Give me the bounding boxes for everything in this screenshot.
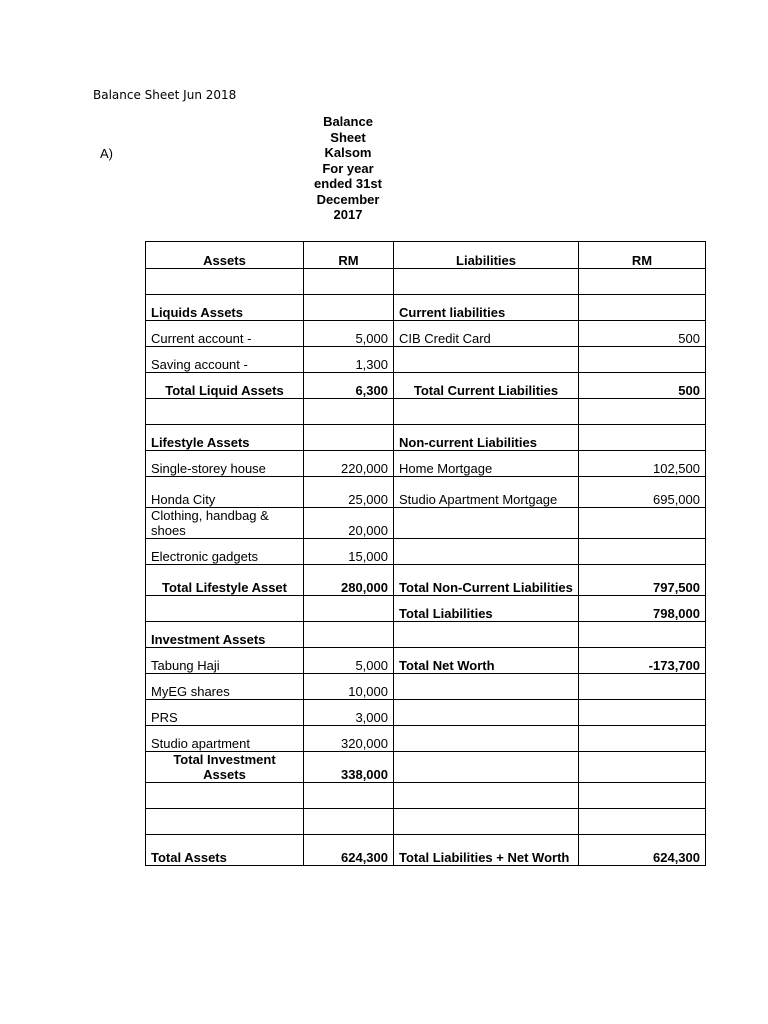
- table-row: [146, 321, 706, 347]
- liability-cell: [394, 399, 579, 425]
- asset-amount: 6,300: [304, 373, 394, 399]
- asset-cell: PRS: [146, 700, 304, 726]
- asset-amount: [304, 399, 394, 425]
- header-rm-assets: RM: [304, 242, 394, 269]
- asset-amount: [304, 269, 394, 295]
- title-line: ended 31st: [314, 176, 382, 191]
- liability-amount: 500: [579, 373, 706, 399]
- table-row: [146, 477, 706, 508]
- sheet-title: [303, 114, 393, 223]
- asset-amount: 15,000: [304, 539, 394, 565]
- asset-cell: Tabung Haji: [146, 648, 304, 674]
- asset-amount: 338,000: [304, 752, 394, 783]
- asset-amount: 320,000: [304, 726, 394, 752]
- asset-amount: 1,300: [304, 347, 394, 373]
- asset-cell: MyEG shares: [146, 674, 304, 700]
- liability-amount: [579, 347, 706, 373]
- asset-cell: Total Investment Assets: [146, 752, 304, 783]
- asset-amount: [304, 295, 394, 321]
- liability-amount: 797,500: [579, 565, 706, 596]
- table-row: [146, 835, 706, 866]
- liability-cell: [394, 539, 579, 565]
- liability-cell: [394, 752, 579, 783]
- title-line: Balance: [323, 114, 373, 129]
- asset-amount: [304, 596, 394, 622]
- liability-cell: Non-current Liabilities: [394, 425, 579, 451]
- liability-amount: [579, 700, 706, 726]
- liability-cell: [394, 783, 579, 809]
- asset-amount: 5,000: [304, 648, 394, 674]
- liability-cell: Studio Apartment Mortgage: [394, 477, 579, 508]
- asset-amount: [304, 809, 394, 835]
- section-label: A): [100, 146, 113, 161]
- title-line: 2017: [333, 207, 363, 222]
- table-row: [146, 373, 706, 399]
- asset-cell: [146, 596, 304, 622]
- table-row: [146, 295, 706, 321]
- title-line: Kalsom: [324, 145, 372, 160]
- table-row: [146, 622, 706, 648]
- liability-cell: [394, 269, 579, 295]
- asset-amount: [304, 622, 394, 648]
- liability-amount: [579, 809, 706, 835]
- asset-amount: 220,000: [304, 451, 394, 477]
- asset-amount: 5,000: [304, 321, 394, 347]
- asset-cell: Investment Assets: [146, 622, 304, 648]
- table-row: [146, 596, 706, 622]
- table-row: [146, 269, 706, 295]
- table-row: [146, 347, 706, 373]
- asset-cell: Lifestyle Assets: [146, 425, 304, 451]
- liability-amount: [579, 622, 706, 648]
- table-row: [146, 451, 706, 477]
- balance-sheet-table: [145, 241, 706, 866]
- liability-cell: [394, 700, 579, 726]
- asset-cell: [146, 269, 304, 295]
- header-row: [146, 242, 706, 269]
- asset-amount: 20,000: [304, 508, 394, 539]
- liability-amount: [579, 425, 706, 451]
- table-row: [146, 648, 706, 674]
- asset-amount: 3,000: [304, 700, 394, 726]
- asset-amount: 624,300: [304, 835, 394, 866]
- liability-amount: 695,000: [579, 477, 706, 508]
- liability-cell: Total Net Worth: [394, 648, 579, 674]
- liability-cell: Home Mortgage: [394, 451, 579, 477]
- table-row: [146, 425, 706, 451]
- liability-amount: 102,500: [579, 451, 706, 477]
- title-line: December: [316, 191, 380, 207]
- liability-amount: 798,000: [579, 596, 706, 622]
- asset-cell: Total Lifestyle Asset: [146, 565, 304, 596]
- asset-amount: [304, 425, 394, 451]
- table-row: [146, 783, 706, 809]
- liability-cell: Total Liabilities + Net Worth: [394, 835, 579, 866]
- asset-cell: Current account -: [146, 321, 304, 347]
- liability-cell: [394, 726, 579, 752]
- liability-amount: [579, 539, 706, 565]
- table-row: [146, 565, 706, 596]
- liability-amount: [579, 269, 706, 295]
- liability-amount: [579, 399, 706, 425]
- table-row: [146, 726, 706, 752]
- table-row: [146, 508, 706, 539]
- liability-cell: CIB Credit Card: [394, 321, 579, 347]
- header-liabilities: Liabilities: [394, 242, 579, 269]
- document-heading: Balance Sheet Jun 2018: [93, 88, 237, 102]
- liability-cell: Total Non-Current Liabilities: [394, 565, 579, 596]
- asset-amount: [304, 783, 394, 809]
- asset-cell: [146, 783, 304, 809]
- header-assets: Assets: [146, 242, 304, 269]
- asset-cell: Honda City: [146, 477, 304, 508]
- asset-cell: Clothing, handbag & shoes: [146, 508, 304, 539]
- liability-cell: [394, 674, 579, 700]
- liability-cell: [394, 809, 579, 835]
- asset-cell: Total Liquid Assets: [146, 373, 304, 399]
- liability-amount: -173,700: [579, 648, 706, 674]
- title-line: Sheet: [330, 129, 366, 145]
- asset-cell: [146, 809, 304, 835]
- asset-cell: Saving account -: [146, 347, 304, 373]
- asset-amount: 10,000: [304, 674, 394, 700]
- liability-cell: Total Current Liabilities: [394, 373, 579, 399]
- liability-cell: Current liabilities: [394, 295, 579, 321]
- asset-cell: Total Assets: [146, 835, 304, 866]
- header-rm-liabilities: RM: [579, 242, 706, 269]
- table-row: [146, 674, 706, 700]
- liability-amount: [579, 752, 706, 783]
- asset-cell: Studio apartment: [146, 726, 304, 752]
- liability-cell: Total Liabilities: [394, 596, 579, 622]
- table-row: [146, 539, 706, 565]
- asset-cell: Liquids Assets: [146, 295, 304, 321]
- table-row: [146, 809, 706, 835]
- asset-cell: Electronic gadgets: [146, 539, 304, 565]
- liability-cell: [394, 347, 579, 373]
- asset-cell: [146, 399, 304, 425]
- table-row: [146, 752, 706, 783]
- liability-cell: [394, 508, 579, 539]
- liability-amount: [579, 508, 706, 539]
- table-row: [146, 700, 706, 726]
- liability-cell: [394, 622, 579, 648]
- title-line: For year: [322, 160, 374, 176]
- asset-amount: 280,000: [304, 565, 394, 596]
- table-row: [146, 399, 706, 425]
- liability-amount: [579, 726, 706, 752]
- asset-amount: 25,000: [304, 477, 394, 508]
- asset-cell: Single-storey house: [146, 451, 304, 477]
- liability-amount: [579, 295, 706, 321]
- liability-amount: [579, 674, 706, 700]
- liability-amount: 624,300: [579, 835, 706, 866]
- liability-amount: 500: [579, 321, 706, 347]
- liability-amount: [579, 783, 706, 809]
